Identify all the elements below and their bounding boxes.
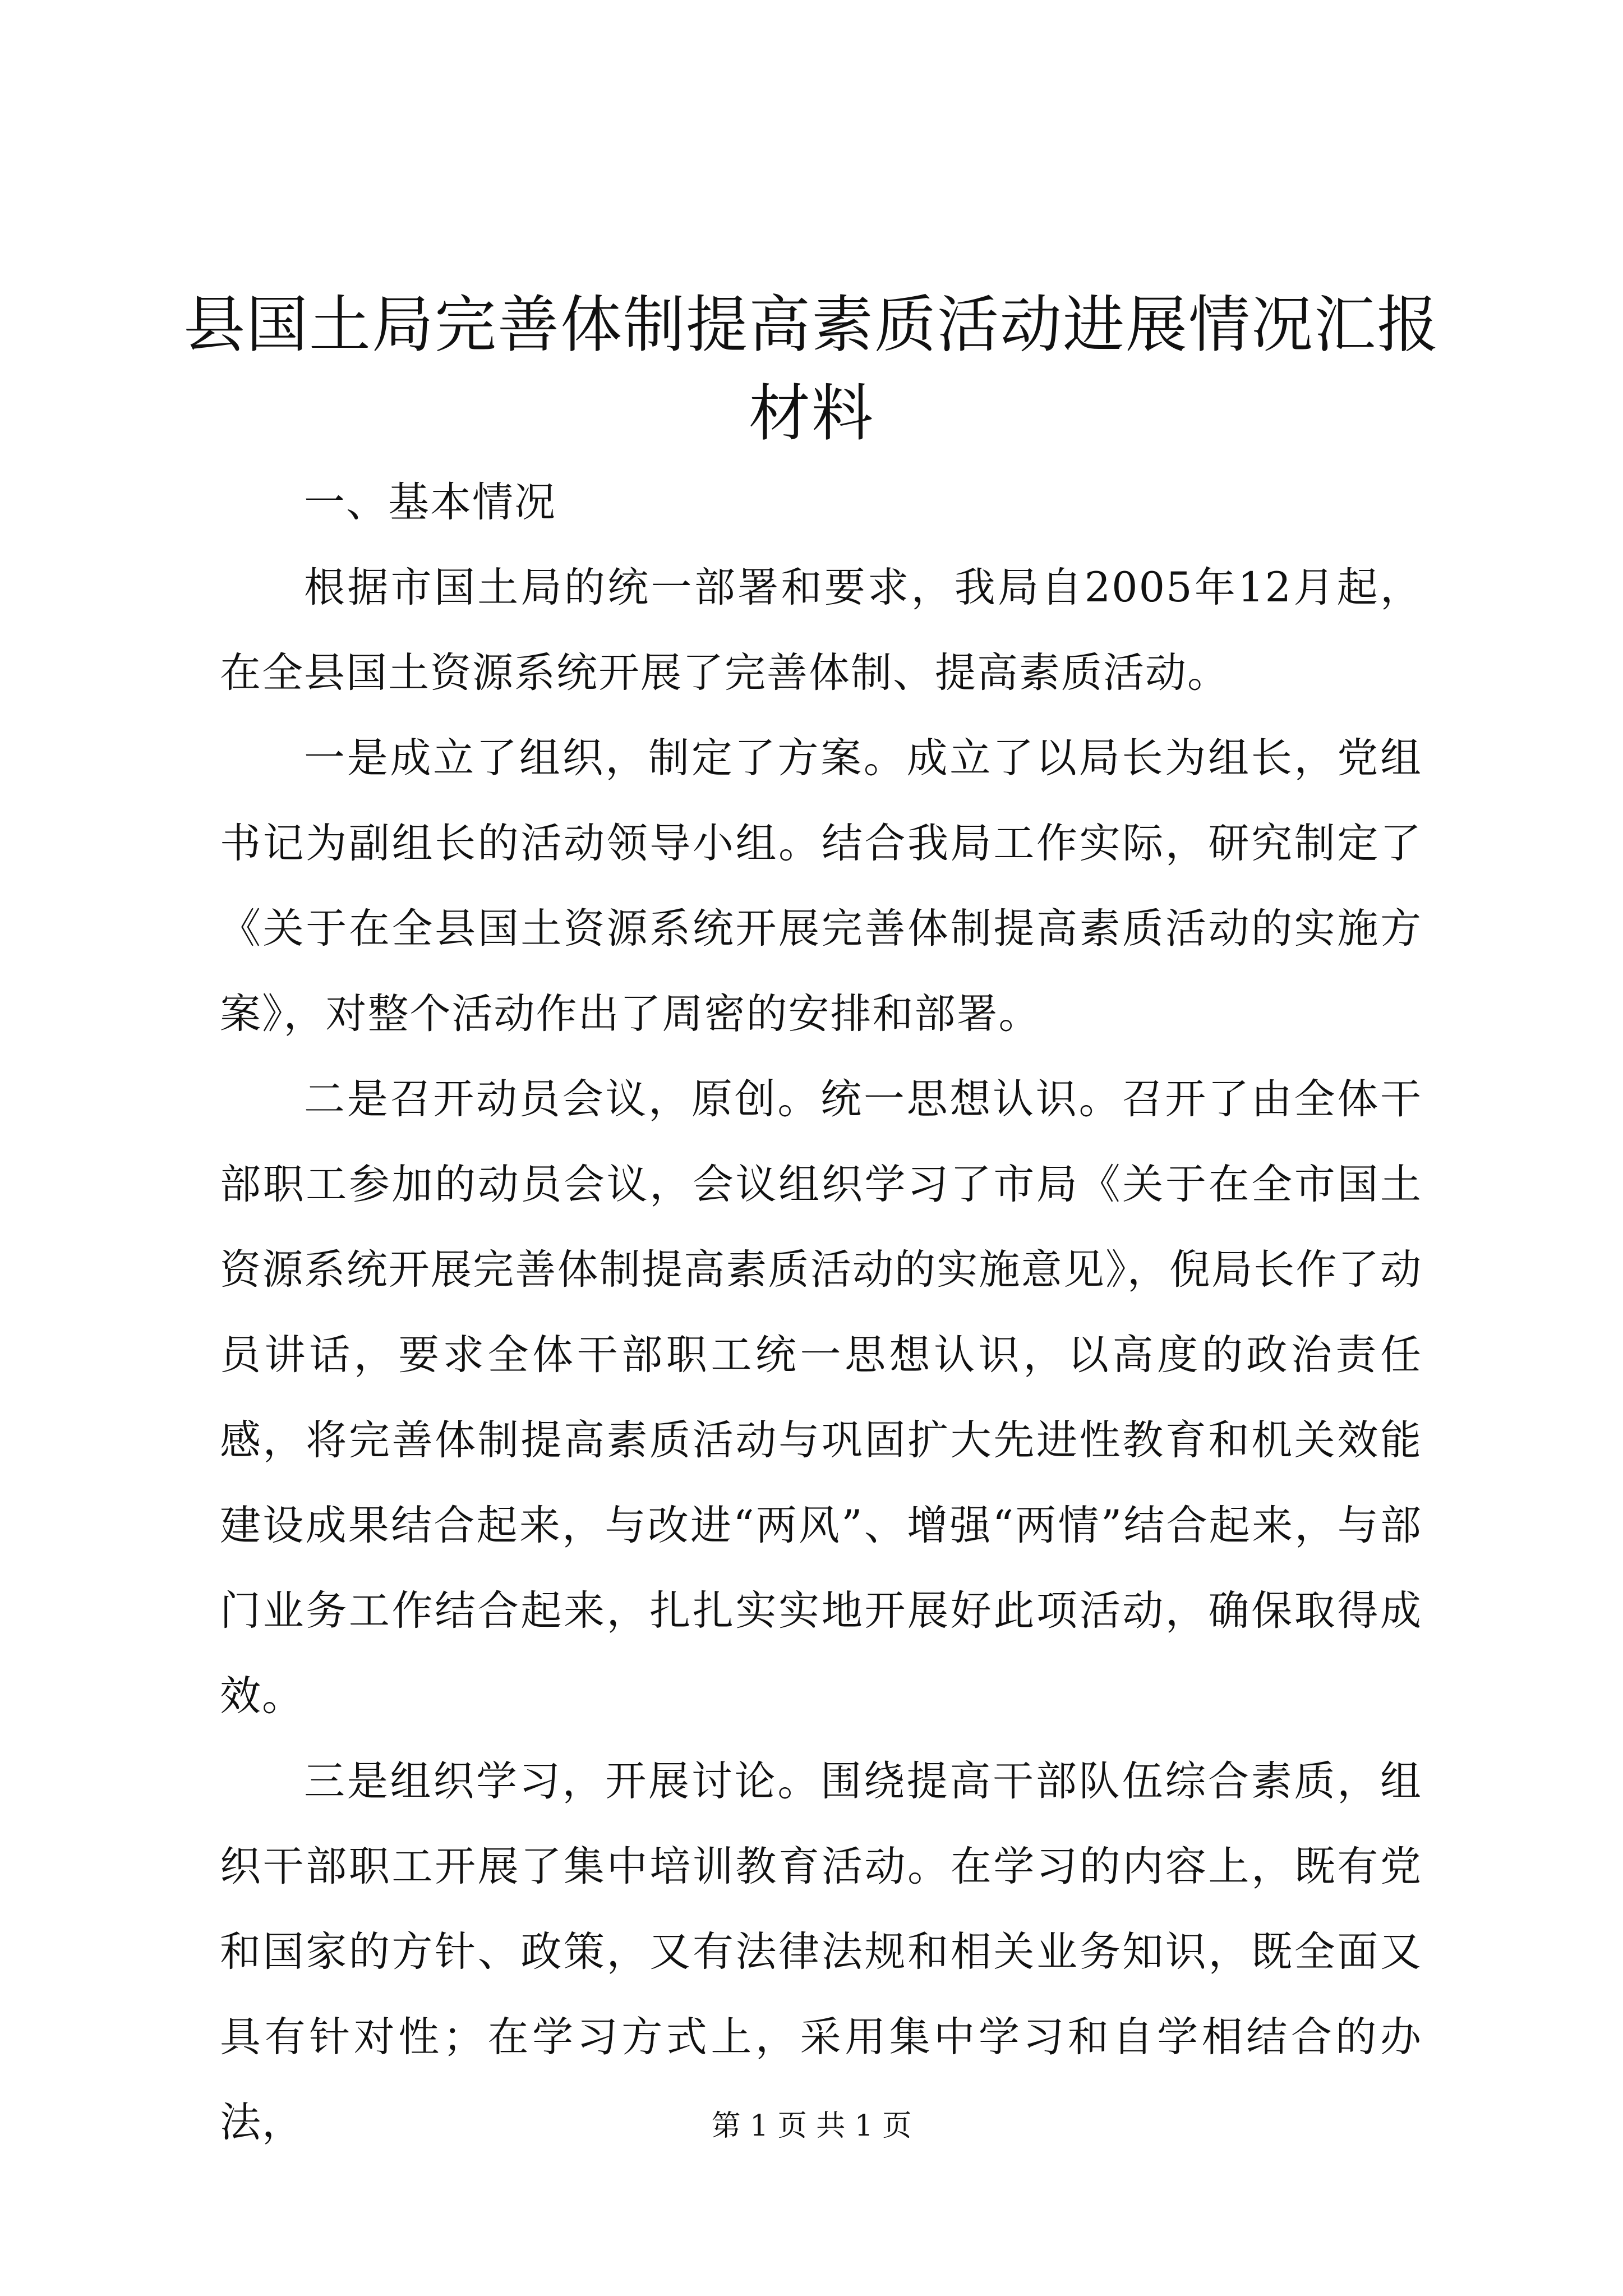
paragraph-study: 三是组织学习，开展讨论。围绕提高干部队伍综合素质，组织干部职工开展了集中培训教育活动。在学习的内容上，既有党和国家的方针、政策，又有法律法规和相关业务知识，既全面又具有针对性；在学习方式上，采用集中学习和自学相结合的办法， — [220, 1757, 1422, 2146]
page-footer: 第 1 页 共 1 页 — [711, 2109, 912, 2143]
paragraph-intro: 根据市国土局的统一部署和要求，我局自2005年12月起，在全县国土资源系统开展了完善体制、提高素质活动。 — [220, 564, 1422, 697]
paragraph-organization: 一是成立了组织，制定了方案。成立了以局长为组长，党组书记为副组长的活动领导小组。结合我局工作实际，研究制定了《关于在全县国土资源系统开展完善体制提高素质活动的实施方案》，对整个活动作出了周密的安排和部署。 — [220, 734, 1422, 1038]
paragraph-mobilization: 二是召开动员会议，原创。统一思想认识。召开了由全体干部职工参加的动员会议，会议组织学习了市局《关于在全市国土资源系统开展完善体制提高素质活动的实施意见》，倪局长作了动员讲话，要求全体干部职工统一思想认识，以高度的政治责任感，将完善体制提高素质活动与巩固扩大先进性教育和机关效能建设成果结合起来，与改进“两风”、增强“两情”结合起来，与部门业务工作结合起来，扎扎实实地开展好此项活动，确保取得成效。 — [220, 1075, 1422, 1720]
section-heading-basic-situation: 一、基本情况 — [304, 478, 556, 526]
document-body — [220, 460, 1422, 2165]
document-title: 县国土局完善体制提高素质活动进展情况汇报材料 — [183, 289, 1440, 449]
